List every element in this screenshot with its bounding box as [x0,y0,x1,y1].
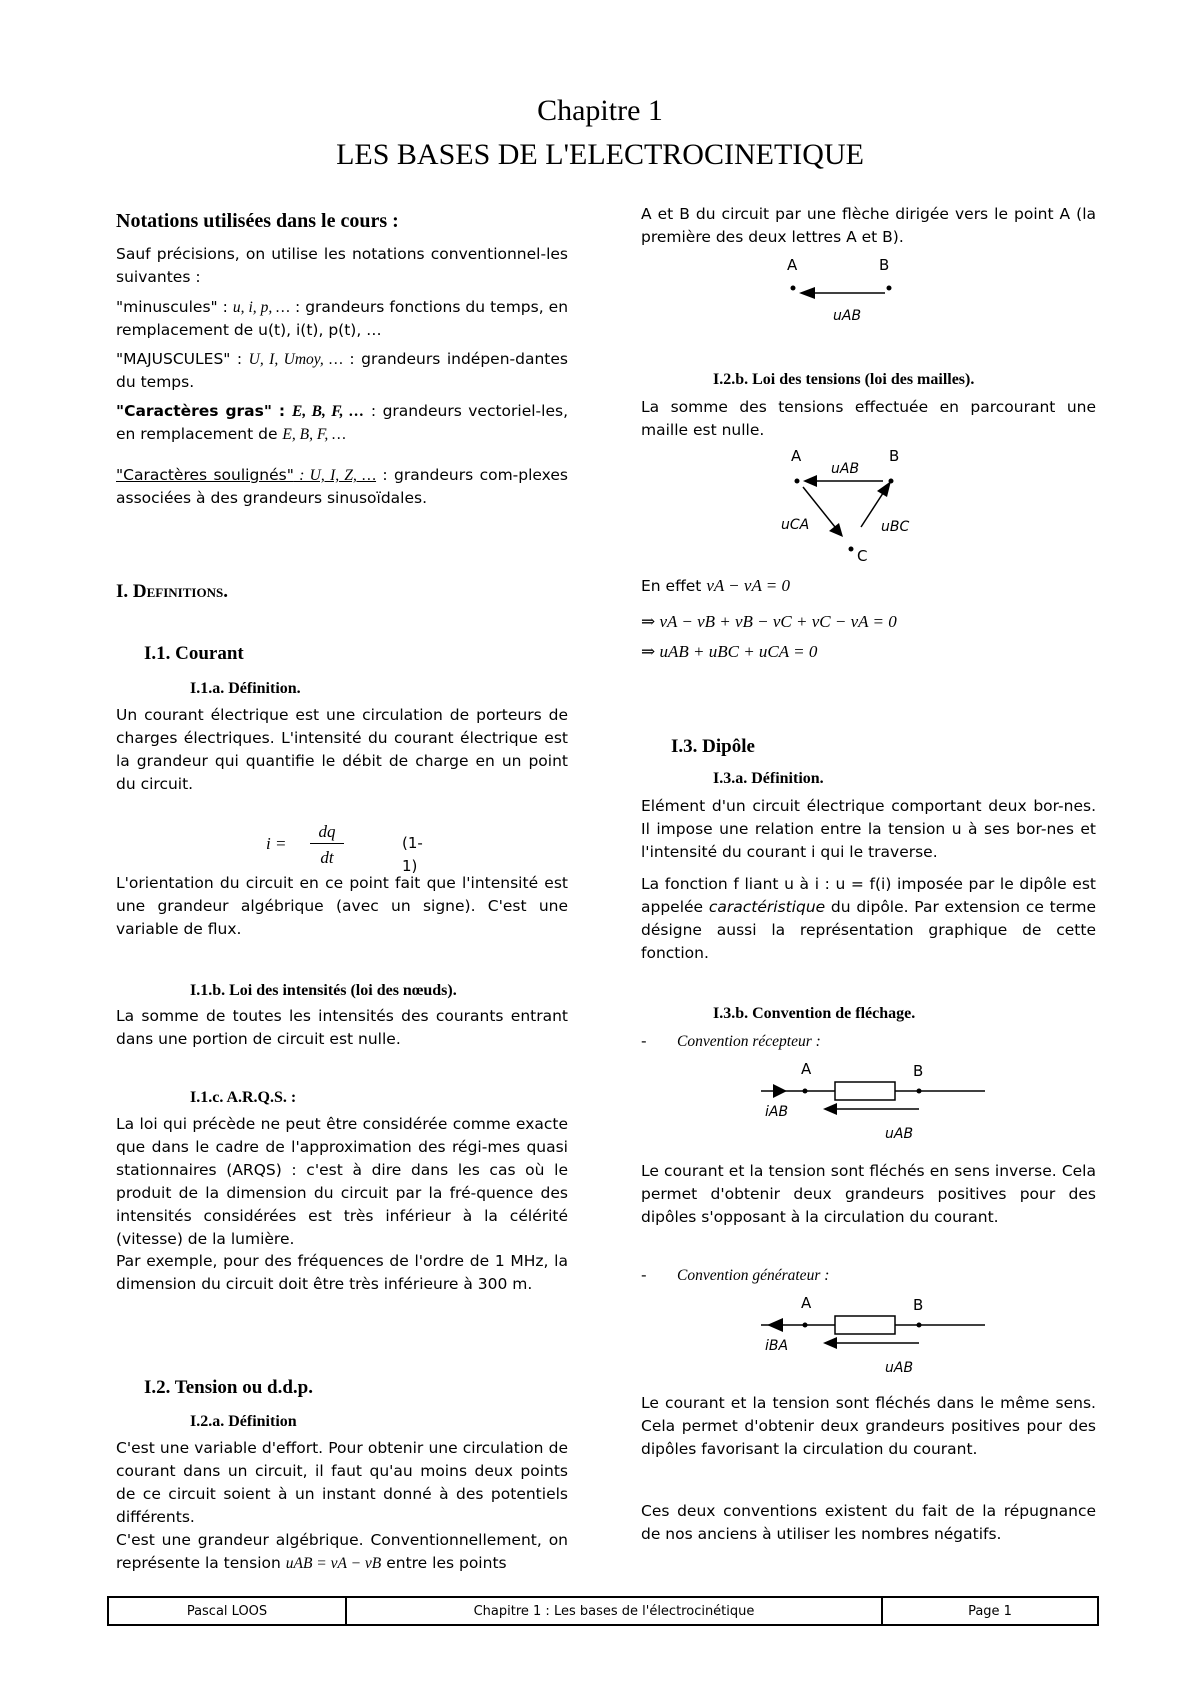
notation-soulignes: "Caractères soulignés" : U, I, Z, … : grandeurs com-plexes associées à des grandeurs sinusoïdales. [116,466,568,507]
footer-page-number: Page 1 [968,1603,1012,1619]
paragraph-arqs: La loi qui précède ne peut être considérée comme exacte que dans le cadre de l'approximation des régi-mes quasi stationnaires (ARQS) : c'est à dire dans les cas où le produit de la dimension du circuit par la fré-quence des intensités considérées est très inférieur à la célérité (vitesse) de la lumière. [116,1115,568,1248]
paragraph-dipole: Elément d'un circuit électrique comportant deux bor-nes. Il impose une relation entre la tension u à ses bor-nes et l'intensité du courant i qui le traverse. [641,797,1096,861]
section-tension: I.2. Tension ou d.d.p. [144,1377,313,1398]
paragraph-recepteur: Le courant et la tension sont fléchés en sens inverse. Cela permet d'obtenir deux grandeurs positives pour des dipôles s'opposant à la circulation du courant. [641,1162,1096,1226]
subsection-definition-dipole: I.3.a. Définition. [713,770,824,787]
paragraph-courant: Un courant électrique est une circulation de porteurs de charges électriques. L'intensité du courant électrique est la grandeur qui quantifie le débit de charge en un point du circuit. [116,706,568,793]
label-uab: uAB [833,308,862,324]
paragraph-orientation: L'orientation du circuit en ce point fait que l'intensité est une grandeur algébrique (avec un signe). C'est une variable de flux. [116,874,568,938]
equation-chasles: ⇒ vA − vB + vB − vC + vC − vA = 0 [641,612,897,631]
node-b [917,1323,922,1328]
notation-majuscules: "MAJUSCULES" : U, I, Umoy, … : grandeurs indépen-dantes du temps. [116,350,568,391]
paragraph-tension: C'est une variable d'effort. Pour obtenir une circulation de courant dans un circuit, il faut qu'au moins deux points de ce circuit soient à un instant donné à des potentiels différents. [116,1439,568,1526]
subsection-definition-tension: I.2.a. Définition [190,1413,297,1430]
label-uab: uAB [885,1360,914,1376]
arrow-uab-head [823,1337,837,1349]
page-title: LES BASES DE L'ELECTROCINETIQUE [336,138,864,171]
subsection-arqs: I.1.c. A.R.Q.S. : [190,1089,297,1106]
label-iab: iAB [765,1104,789,1120]
paragraph-loi-noeuds: La somme de toutes les intensités des courants entrant dans une portion de circuit est nulle. [116,1007,568,1048]
notations-heading: Notations utilisées dans le cours : [116,210,399,232]
label-a: A [787,256,798,274]
paragraph-caracteristique: La fonction f liant u à i : u = f(i) imposée par le dipôle est appelée caractéristique du dipôle. Par extension ce terme désigne aussi la représentation graphique de cette fonction. [641,875,1096,962]
diagram-maille [781,445,921,565]
section-courant: I.1. Courant [144,643,244,664]
label-a: A [791,447,802,465]
label-c: C [857,547,868,565]
paragraph-tension-algebrique: C'est une grandeur algébrique. Conventionnellement, on représente la tension uAB = vA − vB entre les points [116,1531,568,1572]
node-b [887,286,892,291]
label-a: A [801,1060,812,1078]
label-ubc: uBC [881,519,910,535]
chapter-title: Chapitre 1 [537,94,663,127]
arrow-uab-head [823,1103,837,1115]
notation-gras: "Caractères gras" : E, B, F, … : grandeurs vectoriel-les, en remplacement de E, B, F, … [116,402,568,443]
arrow-iab-head [773,1084,787,1098]
subsection-convention-flechage: I.3.b. Convention de fléchage. [713,1005,916,1022]
equation-en-effet: En effet vA − vA = 0 [641,576,791,595]
label-uab: uAB [831,461,860,477]
node-a [791,286,796,291]
subsection-loi-noeuds: I.1.b. Loi des intensités (loi des nœuds). [190,982,457,999]
convention-generateur-label: - Convention générateur : [641,1266,830,1284]
node-c [849,547,854,552]
node-b [917,1089,922,1094]
dipole-box [835,1316,895,1334]
footer-chapter: Chapitre 1 : Les bases de l'électrocinétique [347,1598,883,1624]
label-b: B [913,1062,924,1080]
paragraph-exemple: Par exemple, pour des fréquences de l'ordre de 1 MHz, la dimension du circuit doit être très inférieure à 300 m. [116,1252,568,1293]
dipole-box [835,1082,895,1100]
label-a: A [801,1294,812,1312]
label-b: B [889,447,900,465]
equation-maille: ⇒ uAB + uBC + uCA = 0 [641,642,818,661]
paragraph-fleche: A et B du circuit par une flèche dirigée vers le point A (la première des deux lettres A et B). [641,205,1096,246]
convention-recepteur-label: - Convention récepteur : [641,1032,821,1050]
paragraph-loi-mailles: La somme des tensions effectuée en parcourant une maille est nulle. [641,398,1096,439]
label-iba: iBA [765,1338,789,1354]
node-a [803,1089,808,1094]
arrow-uca-head [829,523,843,537]
section-definitions: I. Definitions. [116,581,228,602]
arrow-uab-head [799,287,815,299]
notation-minuscules: "minuscules" : u, i, p, … : grandeurs fonctions du temps, en remplacement de u(t), i(t), p(t), … [116,298,569,339]
label-b: B [879,256,890,274]
page-footer [107,1596,1099,1626]
subsection-loi-mailles: I.2.b. Loi des tensions (loi des mailles). [713,371,975,388]
notations-intro: Sauf précisions, on utilise les notations conventionnel-les suivantes : [116,245,568,286]
arrow-uab-head [803,475,817,487]
diagram-convention-recepteur [761,1058,981,1146]
node-a [795,479,800,484]
node-a [803,1323,808,1328]
diagram-tension-ab [781,254,911,330]
subsection-definition-courant: I.1.a. Définition. [190,680,301,697]
label-b: B [913,1296,924,1314]
section-dipole: I.3. Dipôle [671,736,755,757]
arrow-ubc-head [877,481,891,497]
footer-author: Pascal LOOS [109,1598,347,1624]
arrow-iba-head [767,1318,783,1332]
label-uab: uAB [885,1126,914,1142]
label-uca: uCA [781,517,810,533]
paragraph-conclusion: Ces deux conventions existent du fait de la répugnance de nos anciens à utiliser les nombres négatifs. [641,1502,1096,1543]
diagram-convention-generateur [761,1292,981,1380]
paragraph-generateur: Le courant et la tension sont fléchés dans le même sens. Cela permet d'obtenir deux grandeurs positives pour des dipôles favorisant la circulation du courant. [641,1394,1096,1458]
